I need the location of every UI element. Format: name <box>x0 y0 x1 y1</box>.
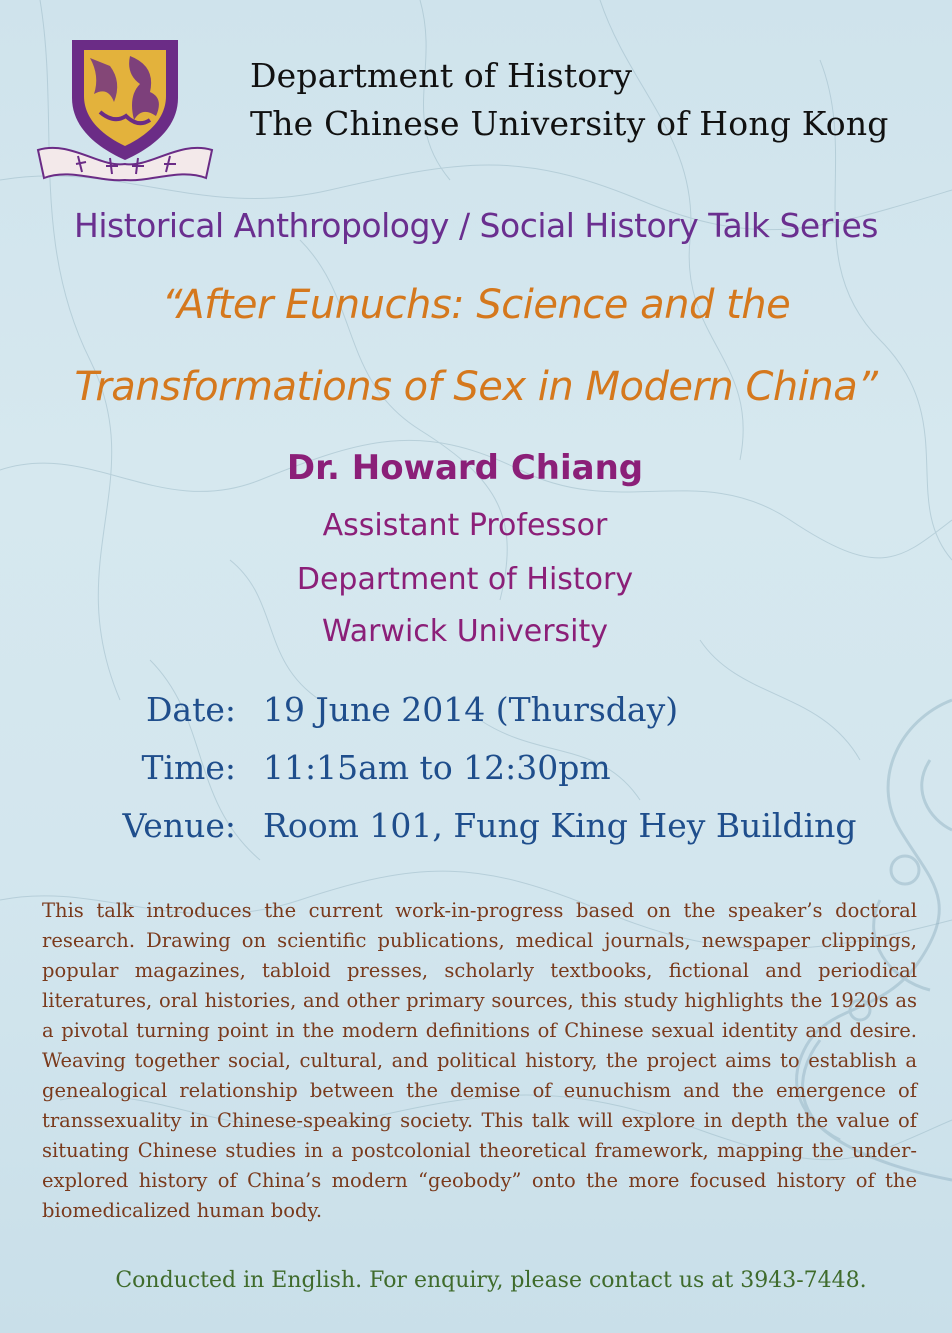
talk-title-line-2: Transformations of Sex in Modern China” <box>74 364 878 410</box>
date-value: 19 June 2014 (Thursday) <box>263 690 679 729</box>
speaker-name: Dr. Howard Chiang <box>286 448 644 488</box>
speaker-position: Assistant Professor <box>322 508 608 543</box>
speaker-university: Warwick University <box>321 614 609 649</box>
venue-value: Room 101, Fung King Hey Building <box>263 806 857 845</box>
time-value: 11:15am to 12:30pm <box>263 748 611 787</box>
venue-label: Venue: <box>122 806 236 845</box>
talk-title-line-1: “After Eunuchs: Science and the <box>161 282 791 328</box>
date-label: Date: <box>145 690 236 729</box>
university-name: The Chinese University of Hong Kong <box>250 104 889 143</box>
department-name: Department of History <box>250 56 633 95</box>
time-label: Time: <box>141 748 236 787</box>
enquiry-footer: Conducted in English. For enquiry, please contact us at 3943-7448. <box>115 1268 867 1293</box>
series-title: Historical Anthropology / Social History Talk Series <box>74 206 878 245</box>
speaker-department: Department of History <box>296 562 634 597</box>
department-header <box>250 52 889 148</box>
talk-abstract: This talk introduces the current work-in-progress based on the speaker’s doctoral research. Drawing on scientific publications, medical journals, newspaper clippings, popular magazines, tabloid presses, scholarly textbooks, fictional and periodical literatures, oral histories, and other primary sources, this study highlights the 1920s as a pivotal turning point in the modern definitions of Chinese sexual identity and desire. Weaving together social, cultural, and political history, the project aims to establish a genealogical relationship between the demise of eunuchism and the emergence of transsexuality in Chinese-speaking society. This talk will explore in depth the value of situating Chinese studies in a postcolonial theoretical framework, mapping the under-explored history of China’s modern “geobody” onto the more focused history of the biomedicalized human body. <box>42 899 917 1222</box>
cuhk-crest-icon <box>30 36 220 182</box>
